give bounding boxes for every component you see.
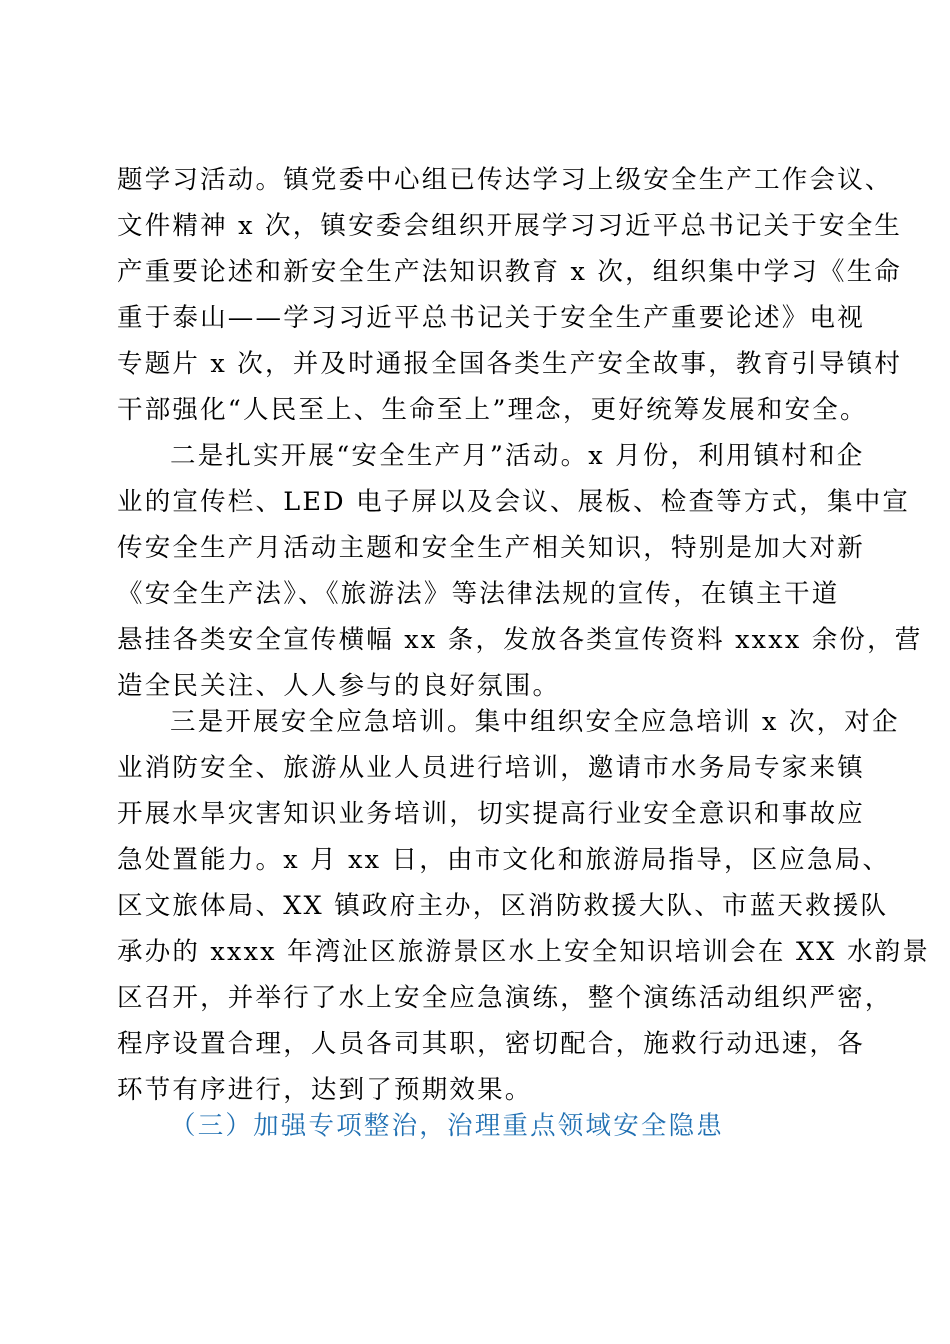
text-line: 造全民关注、人人参与的良好氛围。 [117, 671, 561, 701]
text-line: 区文旅体局、XX 镇政府主办，区消防救援大队、市蓝天救援队 [117, 891, 889, 921]
paragraph-1 [117, 157, 903, 433]
text-line: 开展水旱灾害知识业务培训，切实提高行业安全意识和事故应 [117, 799, 865, 829]
text-line: 传安全生产月活动主题和安全生产相关知识，特别是加大对新 [117, 533, 865, 563]
text-line: 业的宣传栏、LED 电子屏以及会议、展板、检查等方式，集中宣 [117, 487, 911, 517]
text-line: 悬挂各类安全宣传横幅 xx 条，发放各类宣传资料 xxxx 余份，营 [117, 625, 923, 655]
text-line: 业消防安全、旅游从业人员进行培训，邀请市水务局专家来镇 [117, 753, 865, 783]
paragraph-3 [117, 699, 931, 1113]
text-line: 干部强化“人民至上、生命至上”理念，更好统筹发展和安全。 [117, 395, 868, 425]
text-line: 产重要论述和新安全生产法知识教育 x 次，组织集中学习《生命 [117, 257, 903, 287]
text-line: 《安全生产法》、《旅游法》等法律法规的宣传，在镇主干道 [117, 579, 840, 609]
text-line: 二是扎实开展“安全生产月”活动。x 月份，利用镇村和企 [170, 441, 865, 471]
text-line: 程序设置合理，人员各司其职，密切配合，施救行动迅速，各 [117, 1029, 865, 1059]
text-line: 区召开，并举行了水上安全应急演练，整个演练活动组织严密， [117, 983, 893, 1013]
text-line: 三是开展安全应急培训。集中组织安全应急培训 x 次，对企 [170, 707, 900, 737]
text-line: 题学习活动。镇党委中心组已传达学习上级安全生产工作会议、 [117, 165, 893, 195]
text-line: 专题片 x 次，并及时通报全国各类生产安全故事，教育引导镇村 [117, 349, 903, 379]
text-line: 重于泰山——学习习近平总书记关于安全生产重要论述》电视 [117, 303, 865, 333]
section-heading: （三）加强专项整治，治理重点领域安全隐患 [170, 1111, 725, 1141]
text-line: 承办的 xxxx 年湾沚区旅游景区水上安全知识培训会在 XX 水韵景 [117, 937, 931, 967]
text-line: 急处置能力。x 月 xx 日，由市文化和旅游局指导，区应急局、 [117, 845, 891, 875]
text-line: 文件精神 x 次，镇安委会组织开展学习习近平总书记关于安全生 [117, 211, 903, 241]
text-line: 环节有序进行，达到了预期效果。 [117, 1075, 533, 1105]
paragraph-2 [117, 433, 923, 709]
